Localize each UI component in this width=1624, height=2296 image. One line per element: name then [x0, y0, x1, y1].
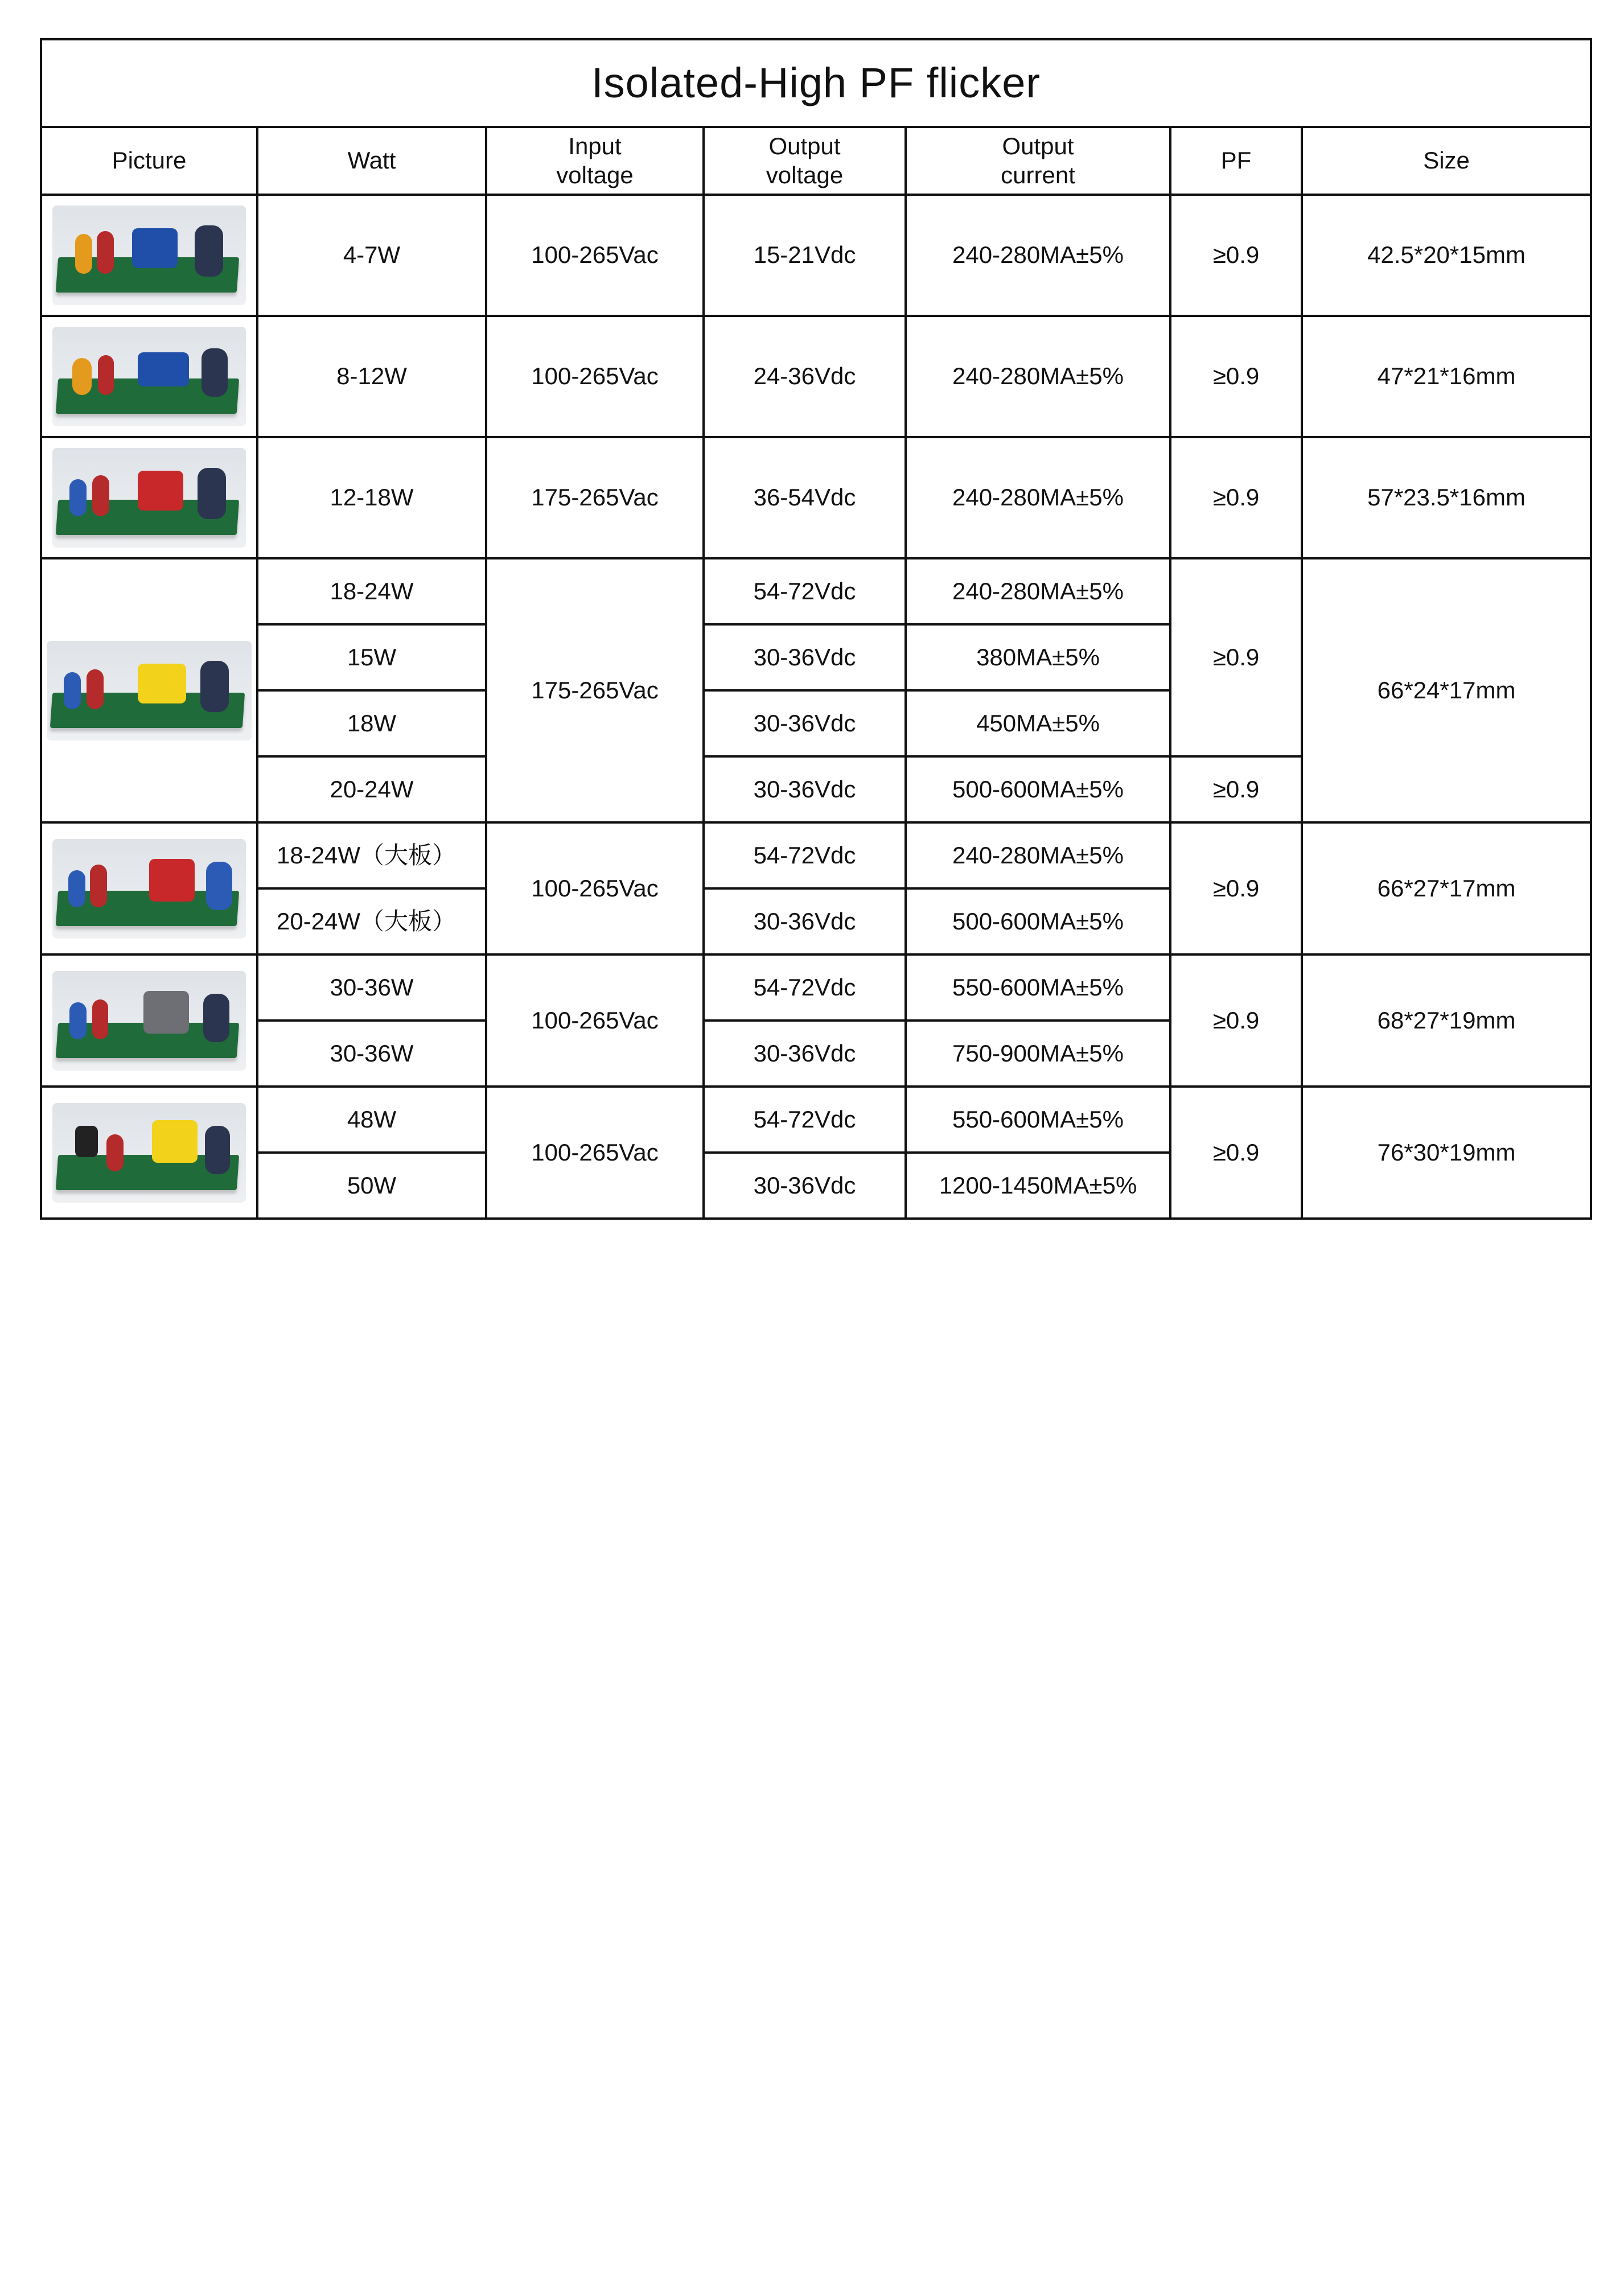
output-voltage-cell: 15-21Vdc — [704, 195, 906, 316]
output-voltage-cell: 54-72Vdc — [704, 822, 906, 888]
output-voltage-cell: 30-36Vdc — [704, 624, 906, 690]
size-cell: 57*23.5*16mm — [1302, 437, 1591, 558]
input-voltage-cell: 175-265Vac — [486, 558, 704, 822]
output-current-cell: 240-280MA±5% — [906, 195, 1170, 316]
picture-cell — [41, 195, 257, 316]
watt-cell: 18W — [257, 690, 486, 756]
size-cell: 47*21*16mm — [1302, 316, 1591, 437]
table-row — [41, 1087, 1591, 1153]
output-voltage-cell: 30-36Vdc — [704, 1153, 906, 1219]
output-voltage-cell: 24-36Vdc — [704, 316, 906, 437]
output-voltage-cell: 30-36Vdc — [704, 888, 906, 954]
header-picture: Picture — [41, 127, 257, 195]
input-voltage-cell: 100-265Vac — [486, 822, 704, 954]
watt-cell: 30-36W — [257, 1021, 486, 1087]
header-size: Size — [1302, 127, 1591, 195]
pf-cell: ≥0.9 — [1170, 822, 1302, 954]
pcb-board-image-2 — [52, 327, 246, 426]
output-voltage-cell: 36-54Vdc — [704, 437, 906, 558]
watt-cell: 4-7W — [257, 195, 486, 316]
watt-cell: 15W — [257, 624, 486, 690]
watt-cell: 18-24W（大板） — [257, 822, 486, 888]
output-current-cell: 240-280MA±5% — [906, 822, 1170, 888]
picture-cell — [41, 822, 257, 954]
output-current-cell: 500-600MA±5% — [906, 888, 1170, 954]
watt-cell: 20-24W（大板） — [257, 888, 486, 954]
size-cell: 76*30*19mm — [1302, 1087, 1591, 1219]
pf-cell: ≥0.9 — [1170, 316, 1302, 437]
table-row — [41, 822, 1591, 888]
output-voltage-cell: 54-72Vdc — [704, 1087, 906, 1153]
pcb-board-image-5 — [52, 839, 246, 939]
page-title: Isolated-High PF flicker — [41, 39, 1591, 127]
input-voltage-cell: 100-265Vac — [486, 1087, 704, 1219]
pcb-board-image-3 — [52, 448, 246, 548]
size-cell: 42.5*20*15mm — [1302, 195, 1591, 316]
header-output-voltage: Output voltage — [704, 127, 906, 195]
watt-cell: 12-18W — [257, 437, 486, 558]
header-pf: PF — [1170, 127, 1302, 195]
input-voltage-cell: 100-265Vac — [486, 316, 704, 437]
pf-cell: ≥0.9 — [1170, 954, 1302, 1087]
output-voltage-cell: 30-36Vdc — [704, 690, 906, 756]
output-current-cell: 240-280MA±5% — [906, 437, 1170, 558]
output-current-cell: 240-280MA±5% — [906, 316, 1170, 437]
spec-sheet — [40, 38, 1590, 1220]
input-voltage-cell: 175-265Vac — [486, 437, 704, 558]
pcb-board-image-1 — [52, 205, 246, 305]
size-cell: 66*27*17mm — [1302, 822, 1591, 954]
pf-cell: ≥0.9 — [1170, 195, 1302, 316]
pf-cell: ≥0.9 — [1170, 437, 1302, 558]
watt-cell: 18-24W — [257, 558, 486, 624]
picture-cell — [41, 1087, 257, 1219]
output-current-cell: 380MA±5% — [906, 624, 1170, 690]
output-voltage-cell: 54-72Vdc — [704, 558, 906, 624]
spec-table — [40, 38, 1592, 1220]
header-input-voltage: Input voltage — [486, 127, 704, 195]
table-row — [41, 558, 1591, 624]
output-voltage-cell: 30-36Vdc — [704, 756, 906, 822]
output-current-cell: 500-600MA±5% — [906, 756, 1170, 822]
picture-cell — [41, 316, 257, 437]
table-row — [41, 195, 1591, 316]
input-voltage-cell: 100-265Vac — [486, 954, 704, 1087]
size-cell: 68*27*19mm — [1302, 954, 1591, 1087]
picture-cell — [41, 558, 257, 822]
output-current-cell: 1200-1450MA±5% — [906, 1153, 1170, 1219]
table-row — [41, 437, 1591, 558]
watt-cell: 20-24W — [257, 756, 486, 822]
pf-cell: ≥0.9 — [1170, 1087, 1302, 1219]
pcb-board-image-4 — [47, 641, 252, 740]
watt-cell: 50W — [257, 1153, 486, 1219]
pf-cell: ≥0.9 — [1170, 558, 1302, 756]
header-output-current: Output current — [906, 127, 1170, 195]
pf-cell: ≥0.9 — [1170, 756, 1302, 822]
output-current-cell: 550-600MA±5% — [906, 1087, 1170, 1153]
watt-cell: 30-36W — [257, 954, 486, 1021]
output-current-cell: 750-900MA±5% — [906, 1021, 1170, 1087]
table-row — [41, 316, 1591, 437]
output-current-cell: 550-600MA±5% — [906, 954, 1170, 1021]
watt-cell: 48W — [257, 1087, 486, 1153]
watt-cell: 8-12W — [257, 316, 486, 437]
picture-cell — [41, 437, 257, 558]
output-voltage-cell: 30-36Vdc — [704, 1021, 906, 1087]
header-watt: Watt — [257, 127, 486, 195]
picture-cell — [41, 954, 257, 1087]
input-voltage-cell: 100-265Vac — [486, 195, 704, 316]
header-row — [41, 127, 1591, 195]
output-voltage-cell: 54-72Vdc — [704, 954, 906, 1021]
output-current-cell: 240-280MA±5% — [906, 558, 1170, 624]
table-row — [41, 954, 1591, 1021]
output-current-cell: 450MA±5% — [906, 690, 1170, 756]
pcb-board-image-6 — [52, 971, 246, 1071]
pcb-board-image-7 — [52, 1103, 246, 1203]
size-cell: 66*24*17mm — [1302, 558, 1591, 822]
